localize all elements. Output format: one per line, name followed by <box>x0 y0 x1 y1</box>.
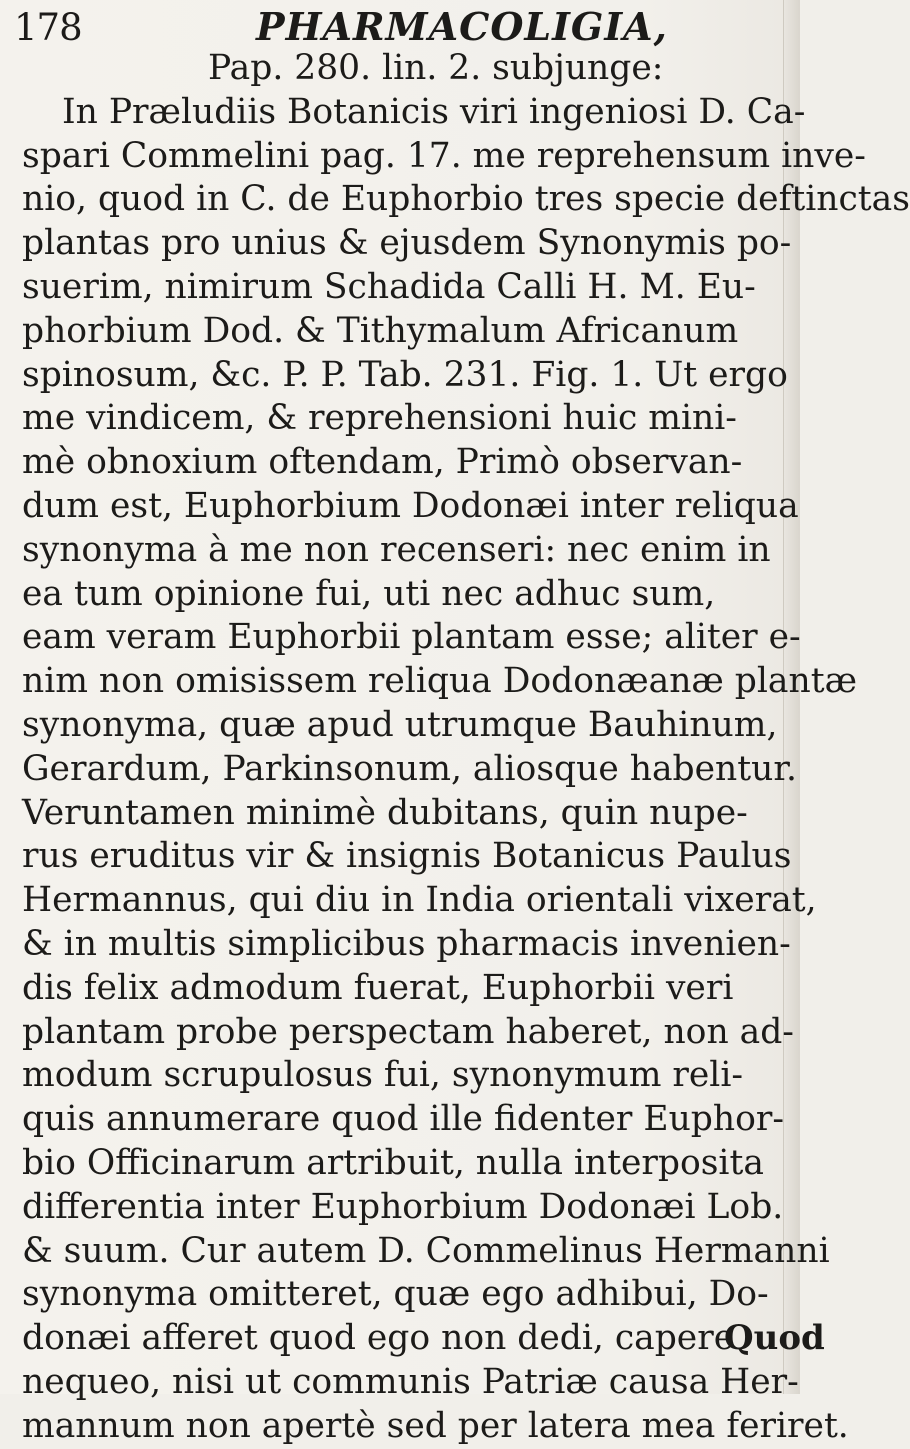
text-line: synonyma, quæ apud utrumque Bauhinum, <box>22 704 778 745</box>
text-line: synonyma à me non recenseri: nec enim in <box>22 529 771 570</box>
text-line: modum scrupulosus fui, synonymum reli- <box>22 1055 744 1096</box>
text-line: differentia inter Euphorbium Dodonæi Lob. <box>22 1186 784 1227</box>
text-body <box>22 47 910 1449</box>
text-line: phorbium Dod. & Tithymalum Africanum <box>22 310 739 351</box>
text-line: nim non omisissem reliqua Dodonæanæ plantæ <box>22 661 858 702</box>
text-line: nio, quod in C. de Euphorbio tres specie deftinctas <box>22 179 910 220</box>
text-line: Gerardum, Parkinsonum, aliosque habentur. <box>22 748 797 789</box>
text-line: Veruntamen minimè dubitans, quin nupe- <box>22 792 748 833</box>
text-line: eam veram Euphorbii plantam esse; aliter e- <box>22 617 801 658</box>
text-line: Pap. 280. lin. 2. subjunge: <box>208 48 664 88</box>
text-line: nequeo, nisi ut communis Patriæ causa Her- <box>22 1361 799 1402</box>
text-line: dum est, Euphorbium Dodonæi inter reliqua <box>22 485 799 526</box>
running-head: PHARMACOLIGIA, <box>256 4 668 49</box>
text-line: In Præludiis Botanicis viri ingeniosi D. Ca- <box>62 91 806 132</box>
text-line: quis annumerare quod ille fidenter Euphor- <box>22 1099 785 1140</box>
text-line: rus eruditus vir & insignis Botanicus Paulus <box>22 836 792 877</box>
text-line: me vindicem, & reprehensioni huic mini- <box>22 398 737 439</box>
text-line: Hermannus, qui diu in India orientali vixerat, <box>22 880 817 921</box>
text-line: suerim, nimirum Schadida Calli H. M. Eu- <box>22 266 756 307</box>
text-line: plantas pro unius & ejusdem Synonymis po- <box>22 223 792 264</box>
text-line: mè obnoxium oftendam, Primò observan- <box>22 442 743 483</box>
text-line: donæi afferet quod ego non dedi, capere <box>22 1318 735 1359</box>
catchword: Quod <box>724 1318 825 1358</box>
text-line: & suum. Cur autem D. Commelinus Hermanni <box>22 1230 830 1271</box>
text-line: dis felix admodum fuerat, Euphorbii veri <box>22 967 734 1008</box>
text-line: plantam probe perspectam haberet, non ad- <box>22 1011 794 1052</box>
text-line: bio Officinarum artribuit, nulla interposita <box>22 1142 764 1183</box>
text-line: spinosum, &c. P. P. Tab. 231. Fig. 1. Ut ergo <box>22 354 788 395</box>
text-line: & in multis simplicibus pharmacis invenien- <box>22 923 791 964</box>
text-line: mannum non apertè sed per latera mea feriret. <box>22 1405 849 1446</box>
page-number: 178 <box>14 6 82 49</box>
text-line: ea tum opinione fui, uti nec adhuc sum, <box>22 573 716 614</box>
text-line: synonyma omitteret, quæ ego adhibui, Do- <box>22 1274 769 1315</box>
text-line: spari Commelini pag. 17. me reprehensum inve- <box>22 135 866 176</box>
